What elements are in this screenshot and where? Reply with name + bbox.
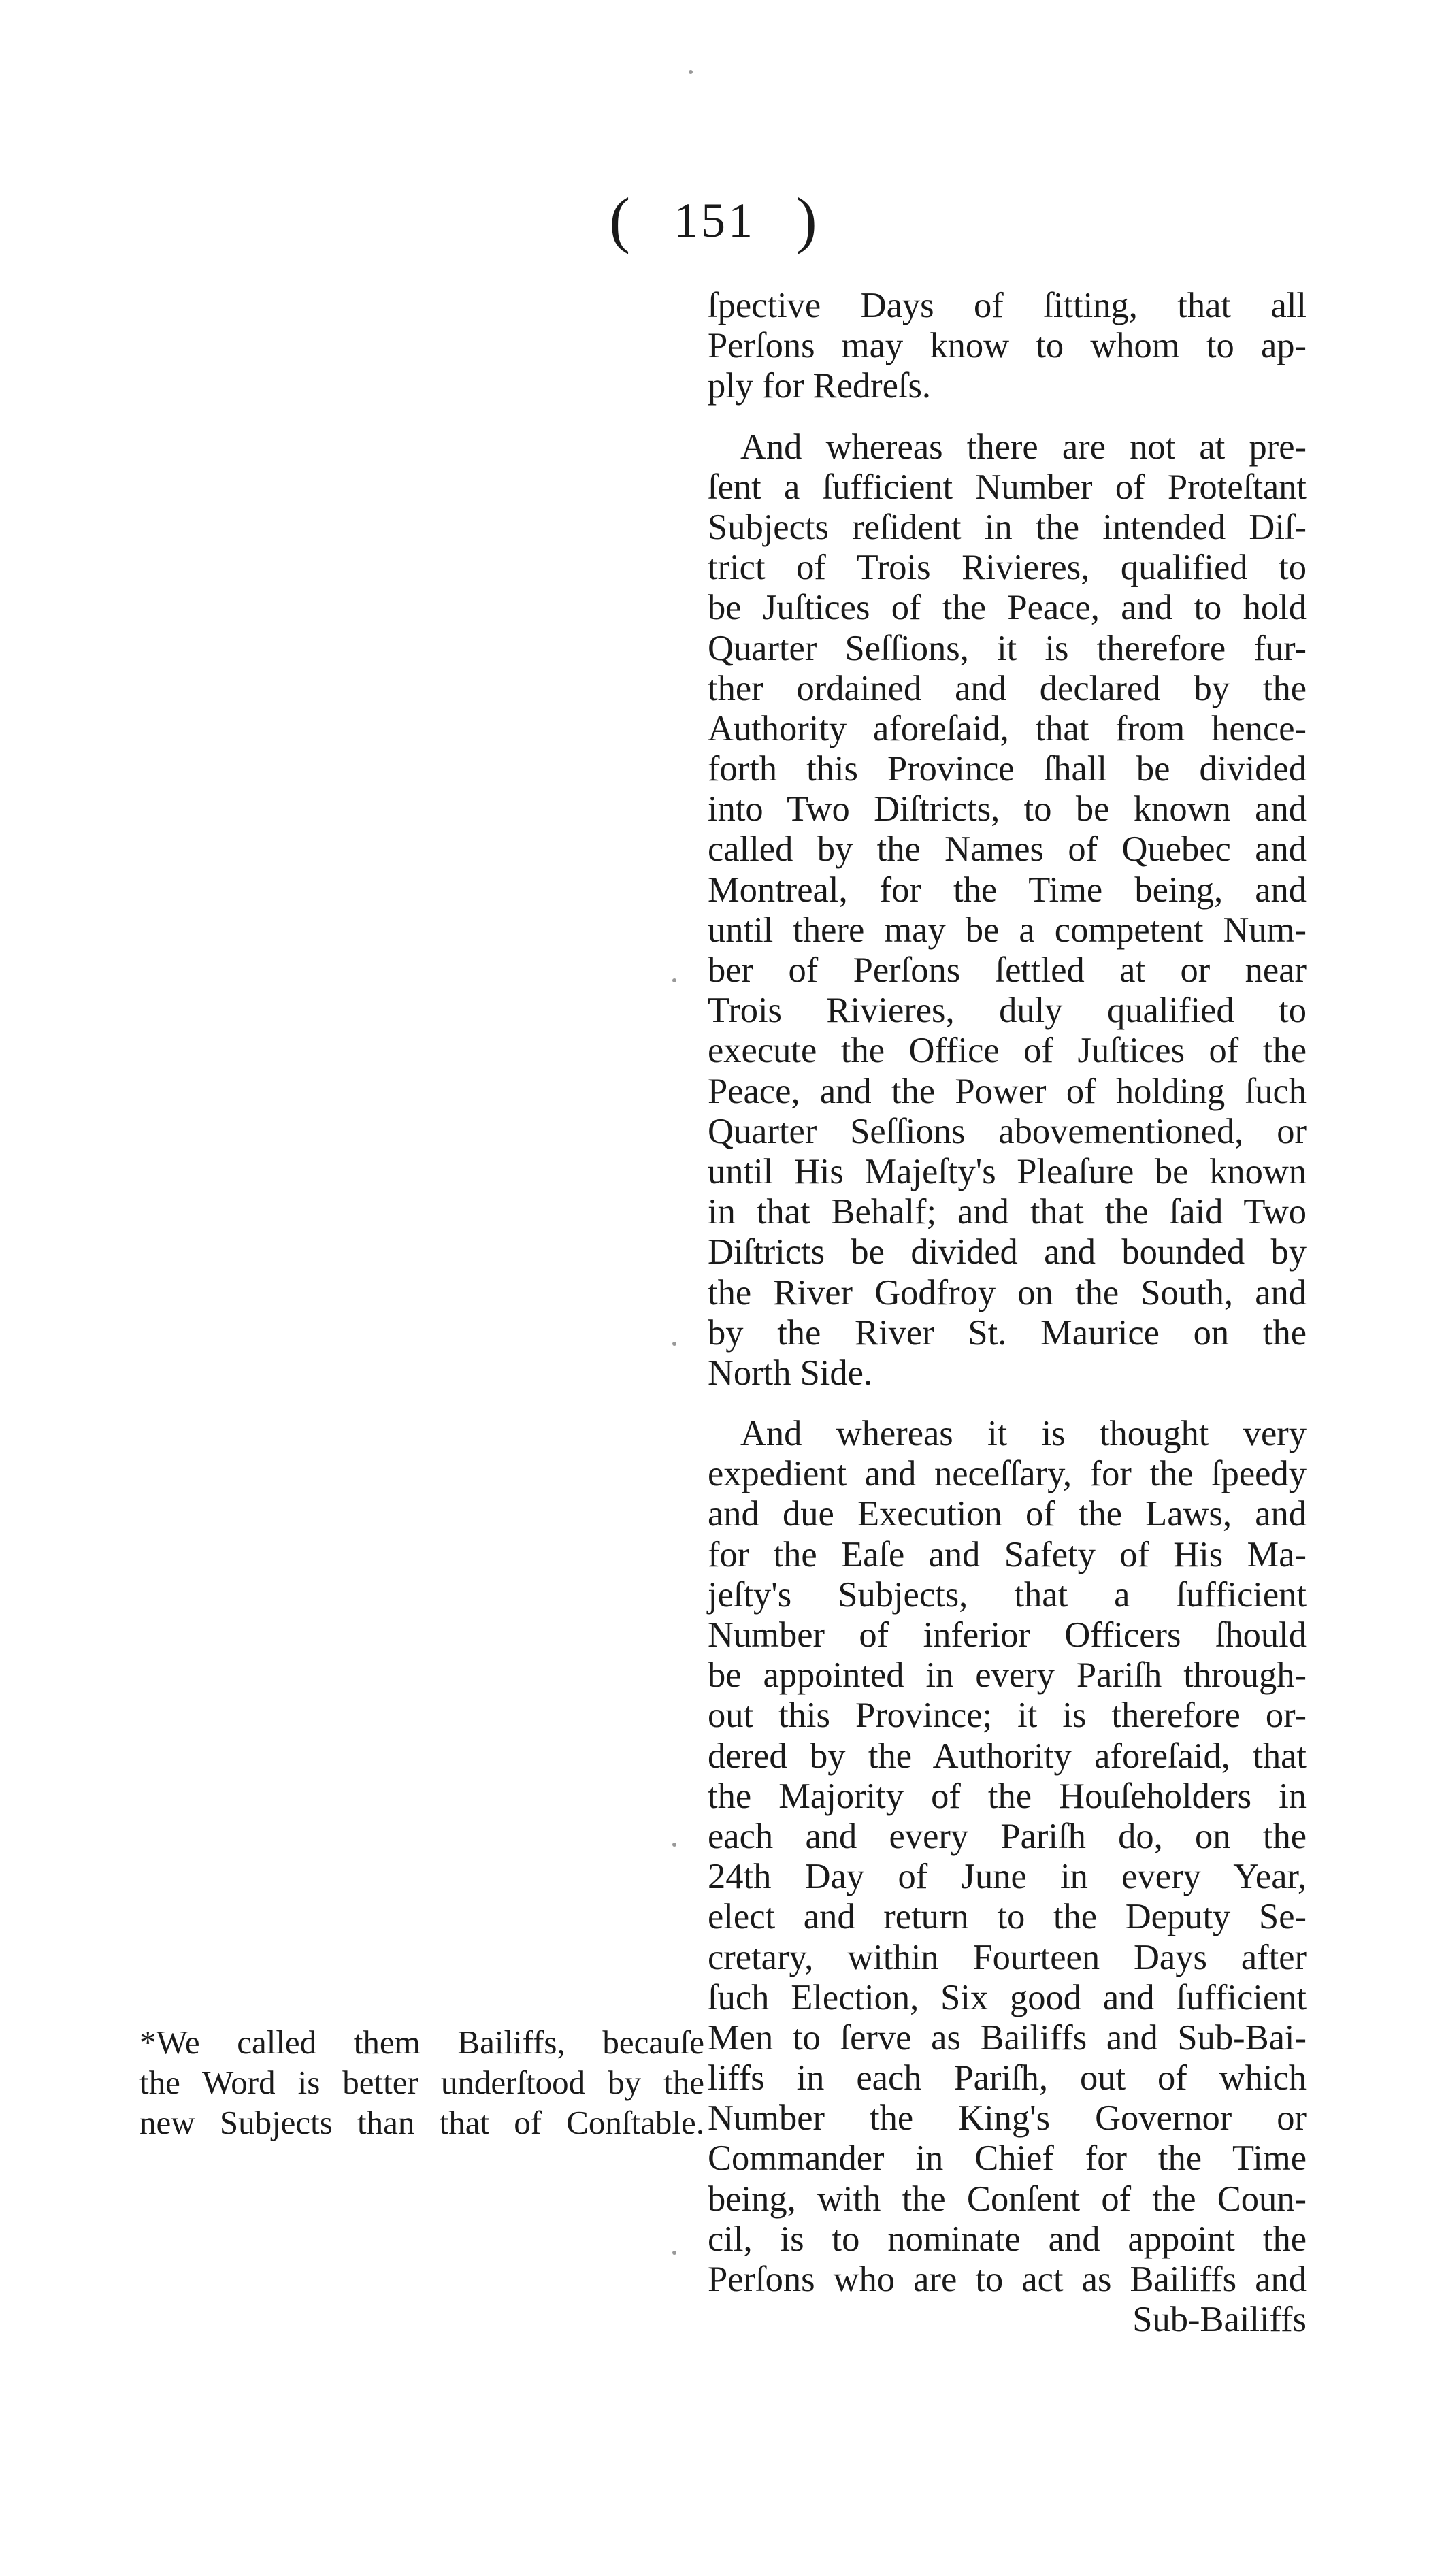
text-line: Perſons may know to whom to ap- xyxy=(708,326,1307,366)
text-line: called by the Names of Quebec and xyxy=(708,829,1307,870)
text-line: elect and return to the Deputy Se- xyxy=(708,1897,1307,1937)
catchword: Sub-Bailiffs xyxy=(1132,2300,1307,2340)
text-line: execute the Office of Juſtices of the xyxy=(708,1031,1307,1071)
paragraph-2 xyxy=(708,427,1307,1394)
text-line: ther ordained and declared by the xyxy=(708,668,1307,708)
ink-speck xyxy=(672,1342,676,1346)
text-line: out this Province; it is therefore or- xyxy=(708,1696,1307,1736)
text-line: Quarter Seſſions, it is therefore fur- xyxy=(708,628,1307,668)
text-line: liffs in each Pariſh, out of which xyxy=(708,2058,1307,2098)
paragraph-1 xyxy=(708,286,1307,407)
text-line: And whereas it is thought very xyxy=(740,1414,1307,1454)
text-line: Commander in Chief for the Time xyxy=(708,2139,1307,2179)
page-number: 151 xyxy=(674,193,755,248)
text-line: into Two Diſtricts, to be known and xyxy=(708,789,1307,829)
text-line: Trois Rivieres, duly qualified to xyxy=(708,991,1307,1031)
text-line: Authority aforeſaid, that from hence- xyxy=(708,708,1307,748)
ink-speck xyxy=(689,70,693,74)
text-line: dered by the Authority aforeſaid, that xyxy=(708,1736,1307,1776)
close-paren: ) xyxy=(796,185,820,254)
text-line: until there may be a competent Num- xyxy=(708,910,1307,950)
text-line: being, with the Conſent of the Coun- xyxy=(708,2179,1307,2219)
text-line: Montreal, for the Time being, and xyxy=(708,870,1307,910)
text-line: Number of inferior Officers ſhould xyxy=(708,1615,1307,1655)
text-line: Men to ſerve as Bailiffs and Sub-Bai- xyxy=(708,2017,1307,2058)
text-line: in that Behalf; and that the ſaid Two xyxy=(708,1192,1307,1232)
text-line: and due Execution of the Laws, and xyxy=(708,1494,1307,1534)
text-line: North Side. xyxy=(708,1353,873,1393)
text-line: trict of Trois Rivieres, qualified to xyxy=(708,548,1307,588)
text-line: be Juſtices of the Peace, and to hold xyxy=(708,588,1307,628)
text-line: the Majority of the Houſeholders in xyxy=(708,1776,1307,1816)
ink-speck xyxy=(672,1843,676,1847)
text-line: ber of Perſons ſettled at or near xyxy=(708,951,1307,990)
text-line: be appointed in every Pariſh through- xyxy=(708,1655,1307,1696)
text-line: Peace, and the Power of holding ſuch xyxy=(708,1071,1307,1111)
ink-speck xyxy=(672,978,676,982)
text-line: ſent a ſufficient Number of Proteſtant xyxy=(708,467,1307,507)
text-line: ſpective Days of ſitting, that all xyxy=(708,286,1307,325)
text-line: cil, is to nominate and appoint the xyxy=(708,2219,1307,2259)
text-line: Number the King's Governor or xyxy=(708,2098,1307,2139)
main-text-column xyxy=(708,286,1307,2360)
text-line: for the Eaſe and Safety of His Ma- xyxy=(708,1534,1307,1574)
text-line: by the River St. Maurice on the xyxy=(708,1312,1307,1353)
text-line: ply for Redreſs. xyxy=(708,366,932,406)
text-line: until His Majeſty's Pleaſure be known xyxy=(708,1151,1307,1191)
footnote-line: the Word is better underſtood by the xyxy=(139,2064,704,2101)
paragraph-3 xyxy=(708,1414,1307,2340)
open-paren: ( xyxy=(609,185,633,254)
text-line: jeſty's Subjects, that a ſufficient xyxy=(708,1574,1307,1615)
text-line: Quarter Seſſions abovementioned, or xyxy=(708,1111,1307,1151)
text-line: each and every Pariſh do, on the xyxy=(708,1816,1307,1856)
text-line: 24th Day of June in every Year, xyxy=(708,1857,1307,1897)
text-line: the River Godfroy on the South, and xyxy=(708,1272,1307,1312)
text-line: ſuch Election, Six good and ſufficient xyxy=(708,1977,1307,2017)
text-line: Diſtricts be divided and bounded by xyxy=(708,1232,1307,1272)
footnote-line: *We called them Bailiffs, becauſe xyxy=(139,2024,704,2061)
text-line: forth this Province ſhall be divided xyxy=(708,749,1307,789)
text-line: cretary, within Fourteen Days after xyxy=(708,1937,1307,1977)
text-line: Subjects reſident in the intended Diſ- xyxy=(708,507,1307,547)
text-line: expedient and neceſſary, for the ſpeedy xyxy=(708,1454,1307,1494)
text-line: And whereas there are not at pre- xyxy=(740,427,1307,467)
footnote xyxy=(139,2022,704,2143)
text-line: Perſons who are to act as Bailiffs and xyxy=(708,2260,1307,2299)
page-header xyxy=(0,184,1429,256)
footnote-line: new Subjects than that of Conſtable. xyxy=(139,2104,704,2141)
ink-speck xyxy=(672,2251,676,2255)
